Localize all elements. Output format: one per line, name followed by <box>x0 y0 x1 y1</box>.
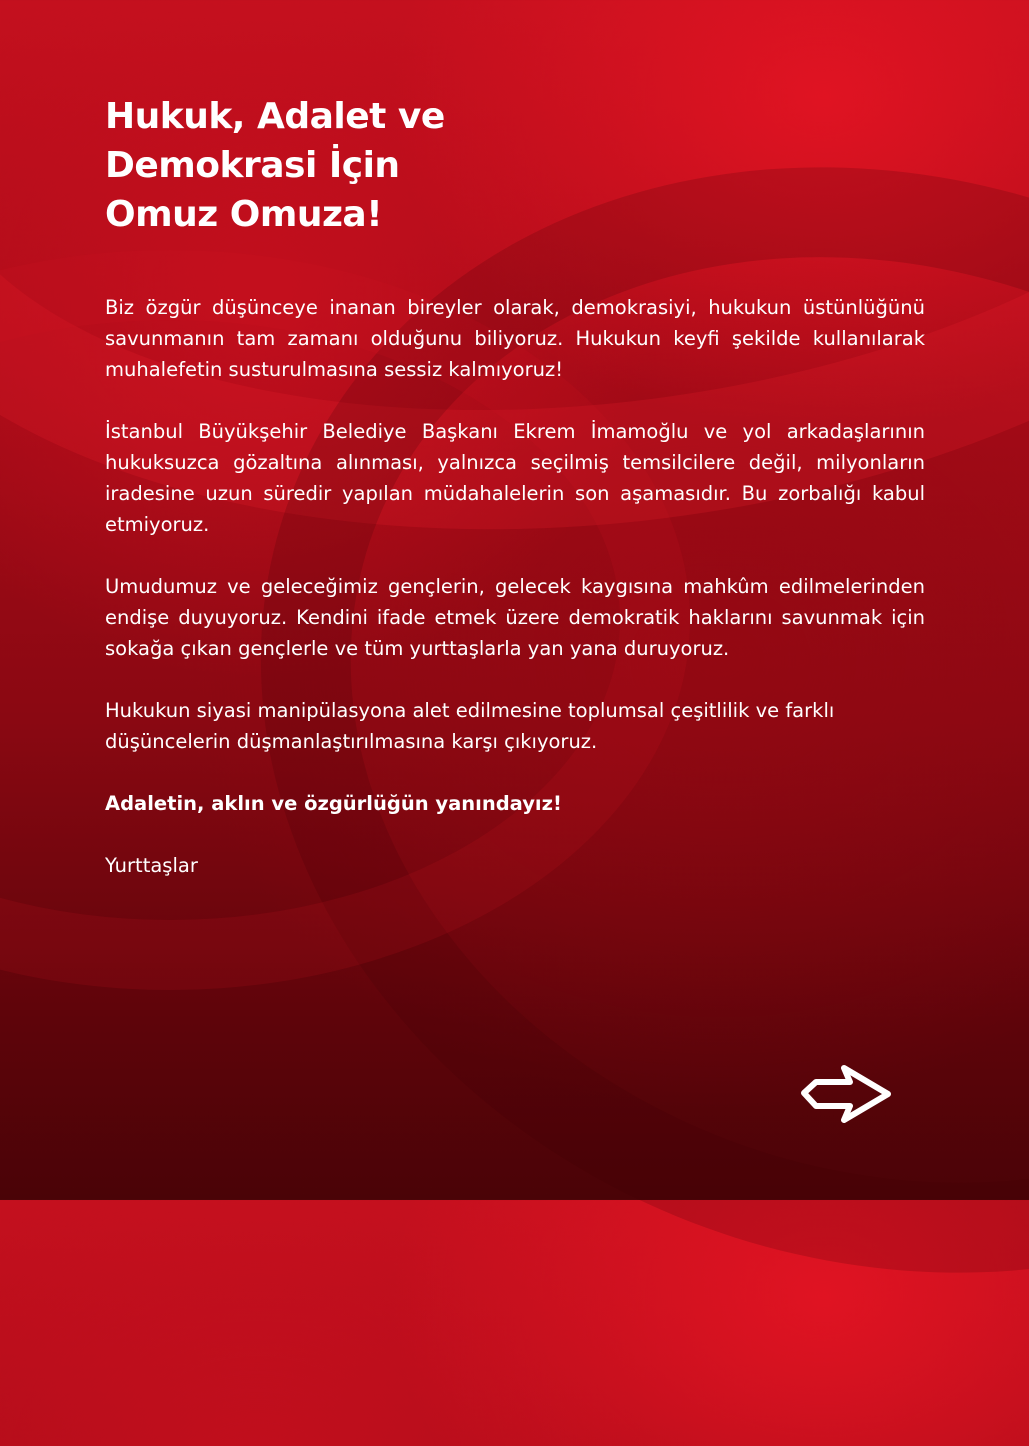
slogan: Adaletin, aklın ve özgürlüğün yanındayız! <box>105 792 562 815</box>
paragraph-detention: İstanbul Büyükşehir Belediye Başkanı Ekrem İmamoğlu ve yol arkadaşlarının hukuksuzca gözaltına alınması, yalnızca seçilmiş temsilcilere değil, milyonların iradesine uzun süredir yapılan müdahalelerin son aşamasıdır. Bu zorbalığı kabul etmiyoruz. <box>105 420 925 536</box>
paragraph-youth: Umudumuz ve geleceğimiz gençlerin, gelecek kaygısına mahkûm edilmelerinden endişe duyuyoruz. Kendini ifade etmek üzere demokratik haklarını savunmak için sokağa çıkan gençlerle ve tüm yurttaşlarla yan yana duruyoruz. <box>105 575 925 660</box>
paragraph-rule-of-law: Biz özgür düşünceye inanan bireyler olarak, demokrasiyi, hukukun üstünlüğünü savunmanın tam zamanı olduğunu biliyoruz. Hukukun keyfi şekilde kullanılarak muhalefetin susturulmasına sessiz kalmıyoruz! <box>105 296 925 381</box>
statement-title <box>105 92 925 239</box>
title-line: Omuz Omuza! <box>105 194 383 235</box>
statement <box>105 92 925 881</box>
title-line: Demokrasi İçin <box>105 145 400 186</box>
arrow-right-icon <box>800 1064 892 1124</box>
statement-body <box>105 292 925 881</box>
signature: Yurttaşlar <box>105 854 198 877</box>
next-button[interactable] <box>800 1064 892 1124</box>
paragraph-manipulation: Hukukun siyasi manipülasyona alet edilmesine toplumsal çeşitlilik ve farklı düşüncelerin düşmanlaştırılmasına karşı çıkıyoruz. <box>105 699 835 753</box>
title-line: Hukuk, Adalet ve <box>105 96 445 137</box>
